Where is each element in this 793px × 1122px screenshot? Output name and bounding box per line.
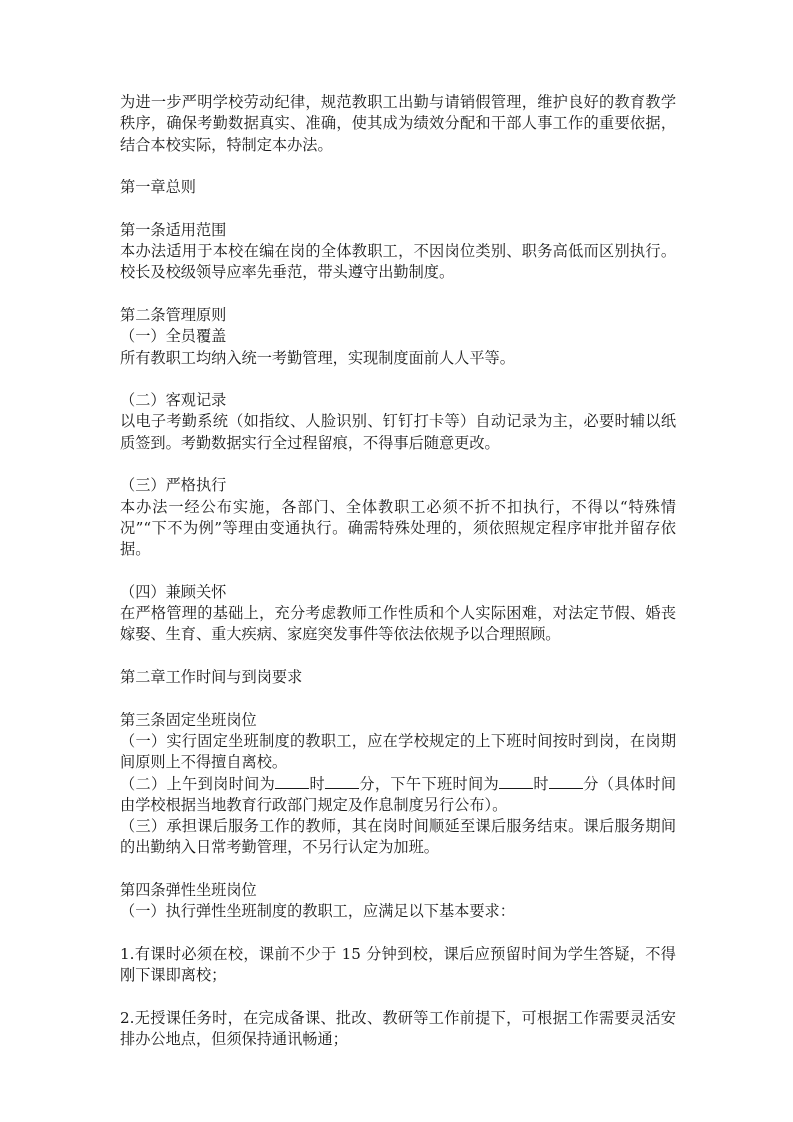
article-1-title: 第一条适用范围 — [120, 220, 227, 239]
item-2-text-c: 分，下午下班时间为 — [359, 774, 500, 793]
article-3-item-3: （三）承担课后服务工作的教师，其在岗时间顺延至课后服务结束。课后服务期间的出勤纳入日常考勤管理，不另行认定为加班。 — [120, 817, 676, 857]
article-4-title: 第四条弹性坐班岗位 — [120, 880, 257, 899]
chapter-2-title: 第二章工作时间与到岗要求 — [120, 668, 303, 687]
item-2-text-a: （二）上午到岗时间为 — [120, 774, 276, 793]
intro-paragraph: 为进一步严明学校劳动纪律，规范教职工出勤与请销假管理，维护良好的教育教学秩序，确保考勤数据真实、准确，使其成为绩效分配和干部人事工作的重要依据，结合本校实际，特制定本办法。 — [120, 93, 676, 154]
principle-4-body: 在严格管理的基础上，充分考虑教师工作性质和个人实际困难，对法定节假、婚丧嫁娶、生育、重大疾病、家庭突发事件等依法依规予以合理照顾。 — [120, 604, 676, 644]
principle-2-heading: （二）客观记录 — [120, 391, 227, 410]
flex-rule-1: 1.有课时必须在校，课前不少于 15 分钟到校，课后应预留时间为学生答疑，不得刚下课即离校； — [120, 944, 676, 985]
article-1-body: 本办法适用于本校在编在岗的全体教职工，不因岗位类别、职务高低而区别执行。校长及校级领导应率先垂范，带头遵守出勤制度。 — [120, 242, 676, 282]
principle-4-heading: （四）兼顾关怀 — [120, 582, 227, 601]
item-2-text-d: 时 — [533, 774, 549, 793]
item-2-text-e: 分（具体时间由学校根据当地教育行政部门规定及作息制度另行公布）。 — [120, 774, 677, 814]
principle-3-body: 本办法一经公布实施，各部门、全体教职工必须不折不扣执行，不得以“特殊情况”“下不为例”等理由变通执行。确需特殊处理的，须依照规定程序审批并留存依据。 — [120, 497, 676, 559]
principle-3-heading: （三）严格执行 — [120, 476, 227, 495]
afternoon-hour-blank — [499, 774, 533, 789]
morning-minute-blank — [325, 774, 359, 789]
article-3-item-2 — [120, 774, 676, 817]
article-3-item-1: （一）实行固定坐班制度的教职工，应在学校规定的上下班时间按时到岗，在岗期间原则上不得擅自离校。 — [120, 731, 676, 772]
article-3-title: 第三条固定坐班岗位 — [120, 710, 257, 729]
article-2-title: 第二条管理原则 — [120, 305, 227, 324]
document-page — [120, 92, 676, 1050]
item-2-text-b: 时 — [309, 774, 326, 793]
principle-1-body: 所有教职工均纳入统一考勤管理，实现制度面前人人平等。 — [120, 348, 515, 367]
afternoon-minute-blank — [549, 774, 583, 789]
flex-rule-2: 2.无授课任务时，在完成备课、批改、教研等工作前提下，可根据工作需要灵活安排办公地点，但须保持通讯畅通； — [120, 1008, 676, 1049]
chapter-1-title: 第一章总则 — [120, 178, 196, 197]
morning-hour-blank — [275, 774, 309, 789]
article-4-item-1: （一）执行弹性坐班制度的教职工，应满足以下基本要求： — [120, 902, 515, 921]
principle-2-body: 以电子考勤系统（如指纹、人脸识别、钉钉打卡等）自动记录为主，必要时辅以纸质签到。考勤数据实行全过程留痕，不得事后随意更改。 — [120, 412, 676, 452]
principle-1-heading: （一）全员覆盖 — [120, 327, 227, 346]
